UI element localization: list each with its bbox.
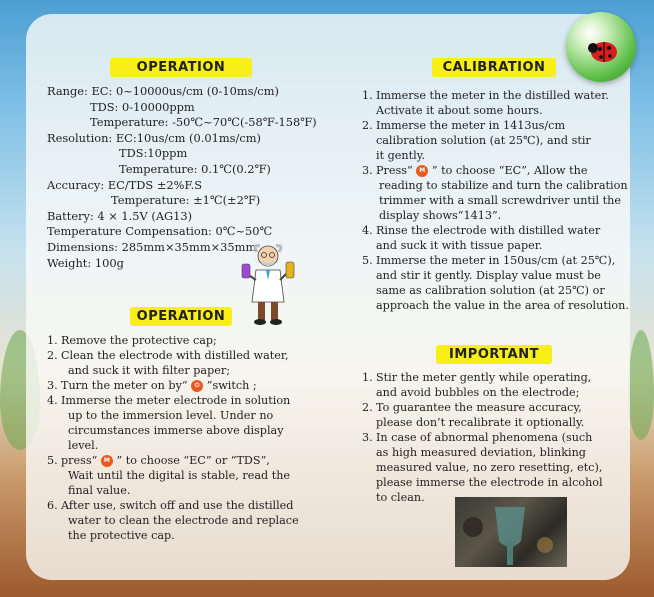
operation-step: 2. Clean the electrode with distilled water, and suck it with filter paper; bbox=[47, 349, 289, 377]
spec-battery: Battery: 4 × 1.5V (AG13) bbox=[47, 208, 193, 223]
operation-step: 5. press“ M ” to choose “EC” or “TDS”, Wait until the digital is stable, read the final value. bbox=[47, 454, 291, 497]
mode-button-icon: M bbox=[416, 165, 428, 177]
operation-step: 3. Turn the meter on by“ ⏻ ”switch ; bbox=[47, 379, 257, 392]
calibration-step: 4. Rinse the electrode with distilled water and suck it with tissue paper. bbox=[362, 224, 601, 252]
operation-steps bbox=[47, 333, 299, 543]
important-step: 2. To guarantee the measure accuracy, please don’t recalibrate it optionally. bbox=[362, 401, 585, 429]
operation-heading: OPERATION bbox=[130, 307, 232, 326]
operation-step: 6. After use, switch off and use the distilled water to clean the electrode and replace the protective cap. bbox=[47, 499, 299, 542]
spec-resolution-temp: Temperature: 0.1℃(0.2℉) bbox=[119, 161, 271, 176]
calibration-step: 1. Immerse the meter in the distilled water. Activate it about some hours. bbox=[362, 89, 609, 117]
spec-resolution-tds: TDS:10ppm bbox=[119, 146, 188, 161]
spec-temp-compensation: Temperature Compensation: 0℃~50℃ bbox=[47, 224, 273, 239]
spec-dimensions: Dimensions: 285mm×35mm×35mm bbox=[47, 239, 257, 254]
mode-button-icon: M bbox=[101, 455, 113, 467]
important-step: 1. Stir the meter gently while operating, and avoid bubbles on the electrode; bbox=[362, 371, 592, 399]
spec-range-temp: Temperature: -50℃~70℃(-58℉-158℉) bbox=[90, 115, 317, 130]
operation-step: 1. Remove the protective cap; bbox=[47, 334, 217, 347]
specs-heading: OPERATION bbox=[110, 58, 252, 77]
calibration-step: 5. Immerse the meter in 150us/cm (at 25℃), and stir it gently. Display value must be same as calibration solution (at 25℃) or approach the value in the area of resolution. bbox=[362, 254, 629, 312]
spec-weight: Weight: 100g bbox=[47, 255, 124, 270]
operation-step: 4. Immerse the meter electrode in solution up to the immersion level. Under no circumstances immerse above display level. bbox=[47, 394, 291, 452]
spec-accuracy-temp: Temperature: ±1℃(±2℉) bbox=[111, 193, 261, 208]
power-icon: ⏻ bbox=[191, 380, 203, 392]
important-heading: IMPORTANT bbox=[436, 345, 552, 364]
calibration-heading: CALIBRATION bbox=[432, 58, 556, 77]
ladybug-globe-icon bbox=[566, 12, 636, 82]
soil-trowel-photo bbox=[455, 497, 567, 567]
spec-resolution: Resolution: EC:10us/cm (0.01ms/cm) bbox=[47, 130, 261, 145]
spec-accuracy: Accuracy: EC/TDS ±2%F.S bbox=[47, 177, 203, 192]
scientist-illustration bbox=[238, 240, 298, 328]
calibration-step: 3. Press“ M ” to choose “EC”, Allow the reading to stabilize and turn the calibration trimmer with a small screwdriver until the display shows“1413”. bbox=[362, 164, 628, 222]
important-step: 3. In case of abnormal phenomena (such as high measured deviation, blinking measured value, no zero resetting, etc), please immerse the electrode in alcohol to clean. bbox=[362, 431, 603, 504]
spec-range: Range: EC: 0~10000us/cm (0-10ms/cm) bbox=[47, 84, 279, 98]
spec-range-tds: TDS: 0-10000ppm bbox=[90, 99, 195, 114]
important-steps bbox=[362, 370, 603, 505]
calibration-step: 2. Immerse the meter in 1413us/cm calibration solution (at 25℃), and stir it gently. bbox=[362, 119, 591, 162]
calibration-steps bbox=[362, 88, 629, 313]
